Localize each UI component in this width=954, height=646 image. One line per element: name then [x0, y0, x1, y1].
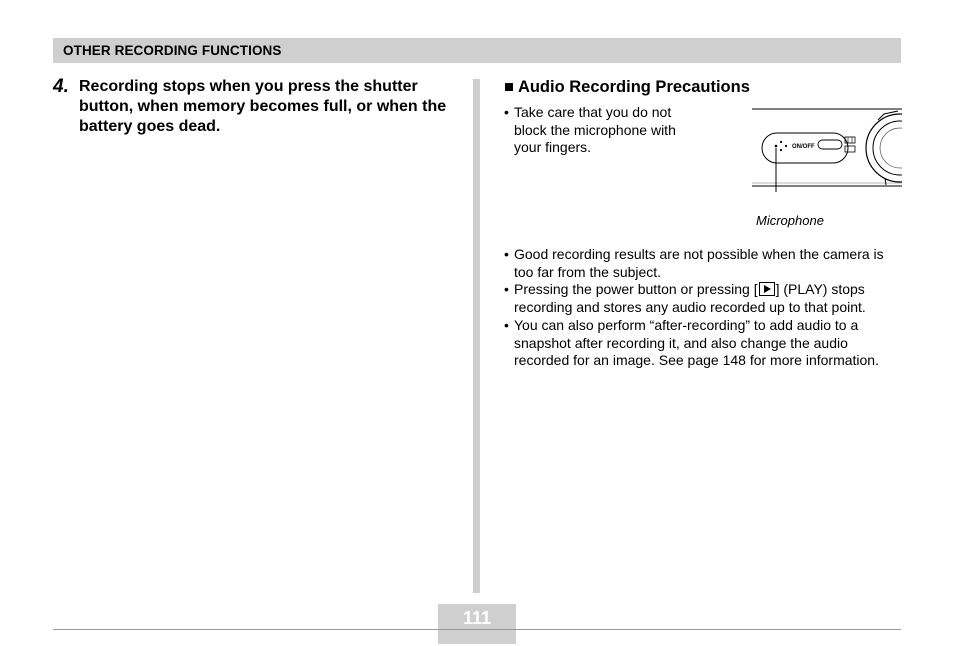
page-number-box	[438, 604, 516, 644]
power-button-icon	[818, 140, 842, 149]
column-divider	[473, 79, 480, 593]
microphone-hole-icon	[775, 145, 778, 148]
camera-microphone-illustration	[752, 106, 902, 192]
bullet-power-play-text-end: ] (PLAY) stops recording and stores any audio recorded up to that point.	[514, 281, 866, 316]
bullet-power-play	[504, 281, 904, 316]
footer-rule	[53, 629, 901, 630]
play-icon	[759, 282, 775, 296]
bullet-power-play-text-start: Pressing the power button or pressing [	[514, 281, 758, 298]
step-text: Recording stops when you press the shutter button, when memory becomes full, or when the battery goes dead.	[79, 78, 447, 135]
section-header-title: OTHER RECORDING FUNCTIONS	[63, 43, 282, 58]
bullet-after-recording: • You can also perform “after-recording” to add audio to a snapshot after recording it, and also change the audio recorded for an image. See page 148 for more information.	[504, 317, 904, 370]
lens-icon	[866, 114, 902, 182]
precautions-list-top	[504, 104, 704, 157]
figure-caption: Microphone	[756, 213, 824, 228]
bullet-distance: • Good recording results are not possible when the camera is too far from the subject.	[504, 246, 904, 281]
page-number: 111	[462, 608, 492, 628]
precautions-list	[504, 246, 904, 370]
on-off-label: ON/OFF	[792, 144, 815, 150]
section-header-bar	[53, 38, 901, 63]
bullet-microphone: • Take care that you do not block the microphone with your fingers.	[504, 104, 704, 157]
precautions-heading: ■ Audio Recording Precautions	[504, 78, 750, 96]
step-number: 4.	[53, 76, 69, 97]
